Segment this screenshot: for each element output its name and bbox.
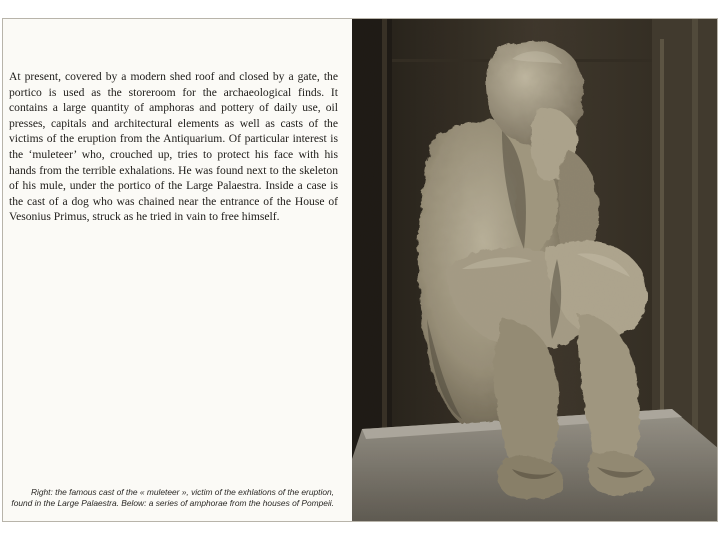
photo-caption: Right: the famous cast of the « muleteer », victim of the exhlations of the eruption, found in the Large Palaestra. Below: a series of amphorae from the houses of Pompeii. — [11, 487, 334, 508]
book-page — [2, 18, 718, 522]
article-body-text: At present, covered by a modern shed roof and closed by a gate, the portico is used as the storeroom for the archaeological finds. It contains a large quantity of amphoras and pottery of daily use, oil presses, capitals and architectural elements as well as casts of the victims of the eruption from the Antiquarium. Of particular interest is the ‘muleteer’ who, crouched up, tries to protect his face with his hands from the terrible exhalations. He was found next to the skeleton of his mule, under the portico of the Large Palaestra. Inside a case is the cast of a dog who was chained near the entrance of the House of Vesonius Primus, struck as he tried in vain to free himself. — [9, 70, 338, 224]
muleteer-cast-illustration — [352, 19, 718, 522]
muleteer-cast-photo — [352, 19, 718, 522]
